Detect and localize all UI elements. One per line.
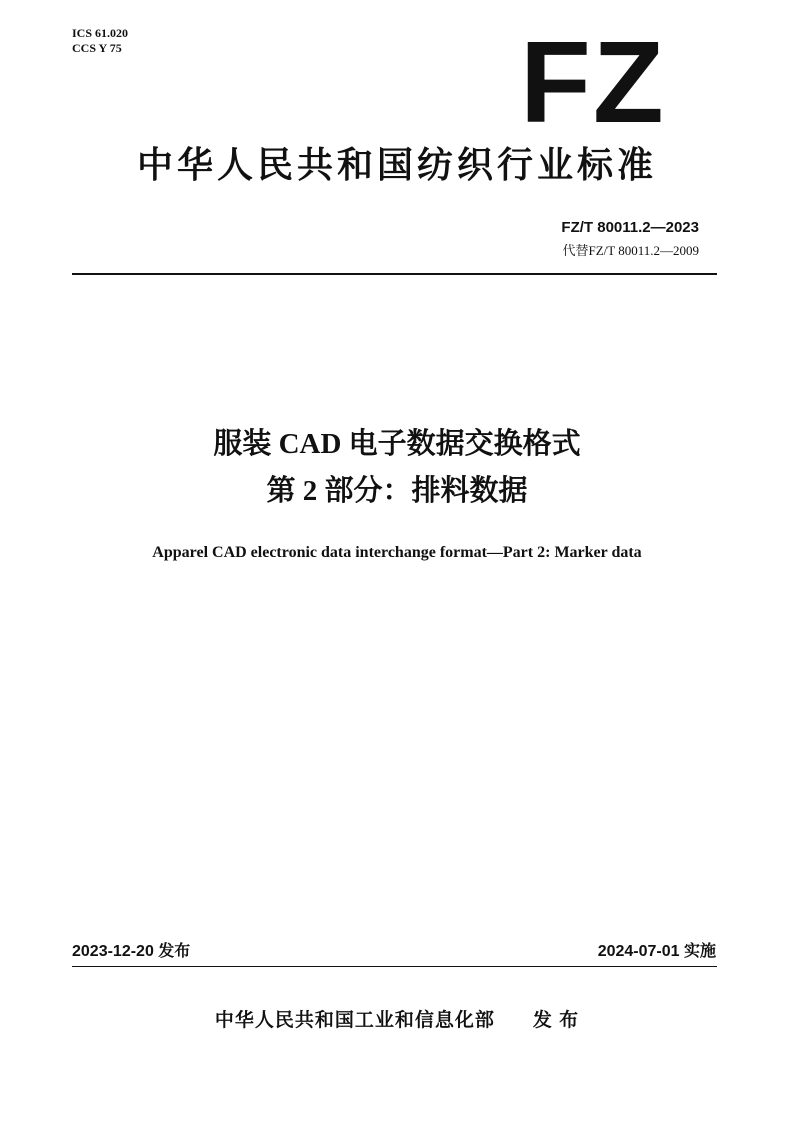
ics-code: ICS 61.020: [72, 26, 129, 40]
issuer-block: [0, 1010, 794, 1033]
issuer-action: 发 布: [532, 1010, 580, 1031]
ccs-code: CCS Y 75: [72, 41, 122, 55]
footer-divider: [72, 966, 717, 967]
document-title-line2: 第 2 部分：排料数据: [266, 475, 528, 507]
standard-title: 中华人民共和国纺织行业标准: [136, 144, 657, 185]
issuer-name: 中华人民共和国工业和信息化部: [214, 1010, 495, 1031]
publish-date: 2023-12-20 发布: [72, 943, 191, 960]
header-divider: [72, 273, 717, 275]
implementation-date: 2024-07-01 实施: [597, 943, 716, 960]
standard-code: FZ/T 80011.2—2023: [561, 219, 699, 236]
replaces-standard: 代替FZ/T 80011.2—2009: [562, 243, 699, 258]
document-title-line1: 服装 CAD 电子数据交换格式: [213, 428, 581, 460]
document-title-english: Apparel CAD electronic data interchange format—Part 2: Marker data: [152, 544, 642, 561]
fz-logo: FZ: [520, 17, 666, 147]
